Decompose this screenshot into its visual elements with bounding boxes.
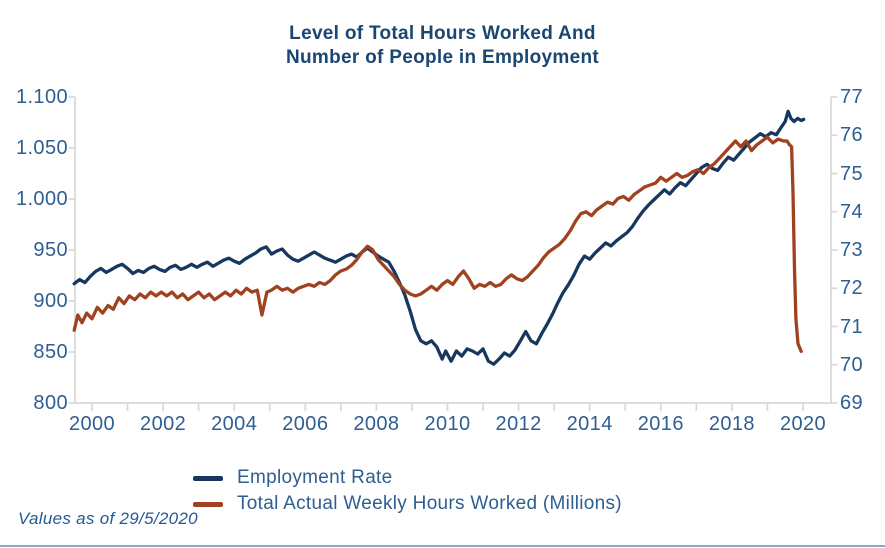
legend-label-hours-worked: Total Actual Weekly Hours Worked (Millions) <box>237 493 622 514</box>
x-tick-label-2006: 2006 <box>282 413 329 435</box>
x-tick-label-2008: 2008 <box>353 413 400 435</box>
chart-title-line-2: Number of People in Employment <box>285 47 600 68</box>
y-right-tick-label-74: 74 <box>840 200 864 223</box>
y-left-tick-label-1000: 1.000 <box>15 188 68 210</box>
x-tick-label-2020: 2020 <box>779 413 827 435</box>
y-left-tick-label-900: 900 <box>33 290 68 312</box>
x-tick-label-2012: 2012 <box>495 413 542 435</box>
legend-label-employment-rate: Employment Rate <box>237 467 393 488</box>
x-tick-label-2002: 2002 <box>140 413 187 435</box>
x-tick-label-2000: 2000 <box>68 413 116 435</box>
legend <box>193 466 622 518</box>
y-left-tick-label-850: 850 <box>33 341 68 363</box>
x-tick-label-2004: 2004 <box>211 413 258 435</box>
y-right-tick-label-69: 69 <box>840 392 864 414</box>
legend-item-employment-rate <box>193 466 622 490</box>
x-tick-label-2016: 2016 <box>637 413 684 435</box>
y-left-tick-label-800: 800 <box>33 392 68 414</box>
y-right-tick-label-72: 72 <box>840 277 864 300</box>
employment-rate-line-swatch <box>193 476 223 481</box>
footnote: Values as of 29/5/2020 <box>18 509 198 528</box>
y-left-tick-label-950: 950 <box>33 239 68 261</box>
series-line-hours-worked <box>74 137 801 351</box>
series-line-employment-rate <box>74 111 804 364</box>
hours-worked-line-swatch <box>193 502 223 507</box>
chart-title-line-1: Level of Total Hours Worked And <box>289 23 596 44</box>
x-tick-label-2018: 2018 <box>708 413 755 435</box>
x-tick-label-2014: 2014 <box>566 413 613 435</box>
y-right-tick-label-77: 77 <box>840 86 864 108</box>
legend-item-hours-worked <box>193 492 622 516</box>
bottom-divider <box>0 545 885 547</box>
y-right-tick-label-71: 71 <box>840 315 864 338</box>
y-right-tick-label-70: 70 <box>840 353 864 376</box>
y-left-tick-label-1100: 1.100 <box>15 86 68 108</box>
x-tick-label-2010: 2010 <box>424 413 471 435</box>
y-right-tick-label-75: 75 <box>840 162 864 185</box>
y-right-tick-label-76: 76 <box>840 124 864 147</box>
y-left-tick-label-1050: 1.050 <box>15 137 68 159</box>
y-right-tick-label-73: 73 <box>840 239 864 261</box>
